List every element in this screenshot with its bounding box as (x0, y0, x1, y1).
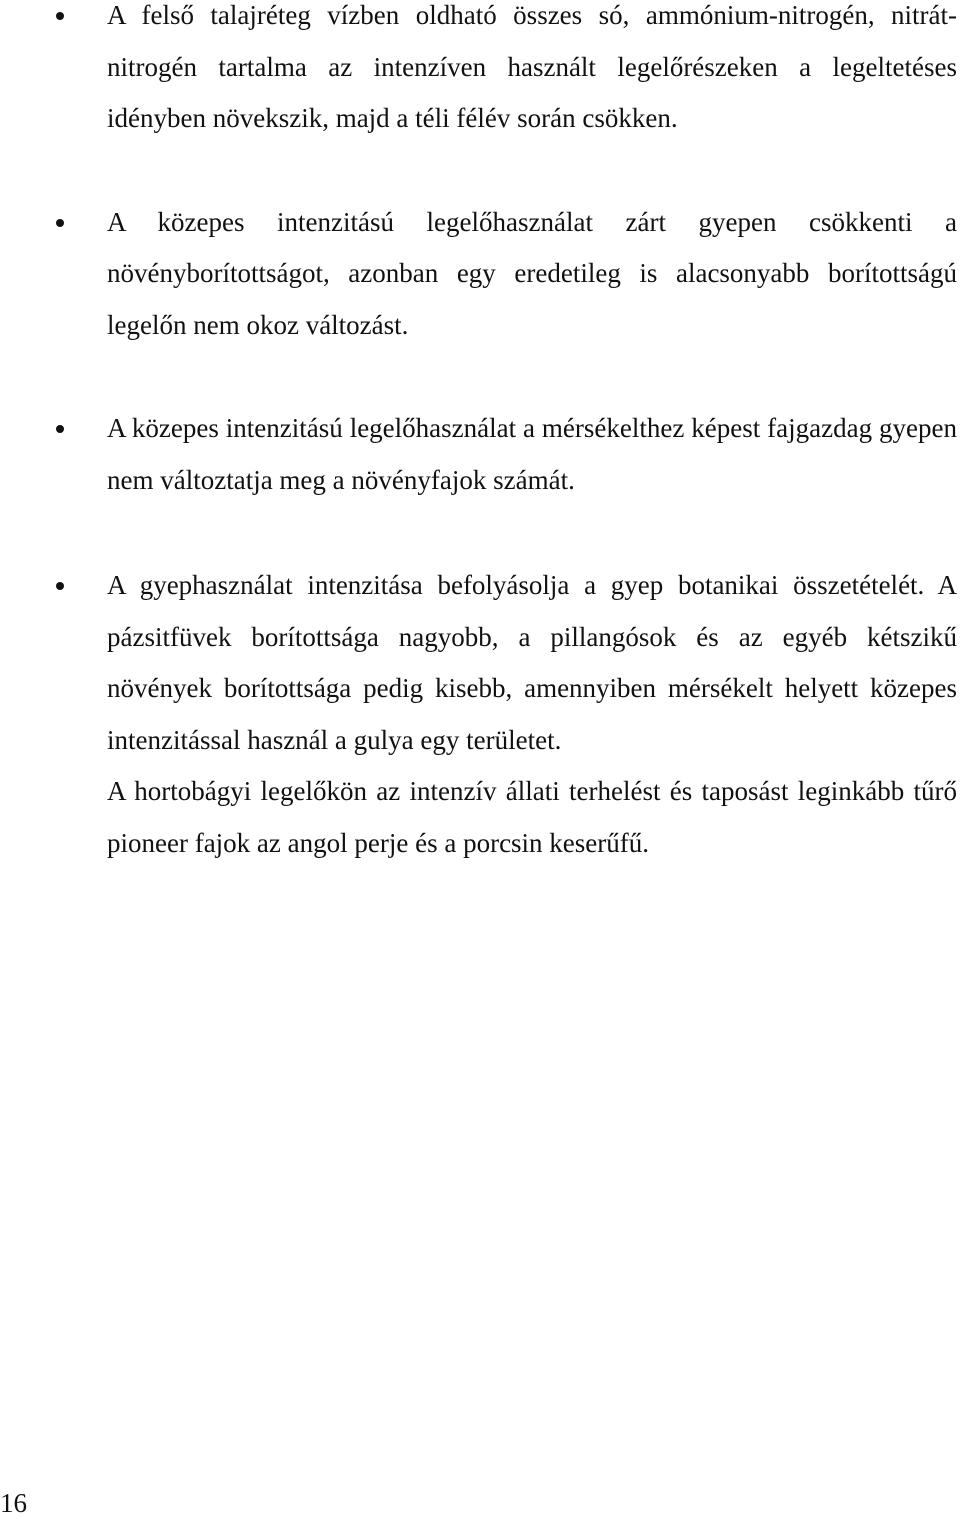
bullet-icon (56, 582, 64, 590)
paragraph: A gyephasználat intenzitása befolyásolja a gyep botanikai összetételét. A pázsitfüvek borítottsága nagyobb, a pillangósok és az egyéb kétszikű növények borítottsága pedig kisebb, amennyiben mérsékelt helyett közepes intenzitással használ a gulya egy területet. (107, 570, 957, 755)
list-item (107, 0, 957, 145)
list-item (107, 560, 957, 869)
page-number: 16 (0, 1488, 27, 1518)
bullet-icon (56, 425, 64, 433)
paragraph: A közepes intenzitású legelőhasználat a mérsékelthez képest fajgazdag gyepen nem változtatja meg a növényfajok számát. (107, 413, 957, 495)
bullet-icon (56, 12, 64, 20)
paragraph: A hortobágyi legelőkön az intenzív állati terhelést és taposást leginkább tűrő pioneer fajok az angol perje és a porcsin keserűfű. (107, 776, 957, 858)
paragraph: A felső talajréteg vízben oldható összes só, ammónium-nitrogén, nitrát-nitrogén tartalma az intenzíven használt legelőrészeken a legeltetéses idényben növekszik, majd a téli félév során csökken. (107, 0, 957, 133)
findings-list (107, 0, 957, 869)
list-item (107, 197, 957, 352)
bullet-icon (56, 219, 64, 227)
list-item (107, 403, 957, 506)
paragraph: A közepes intenzitású legelőhasználat zárt gyepen csökkenti a növényborítottságot, azonban egy eredetileg is alacsonyabb borítottságú legelőn nem okoz változást. (107, 206, 957, 340)
